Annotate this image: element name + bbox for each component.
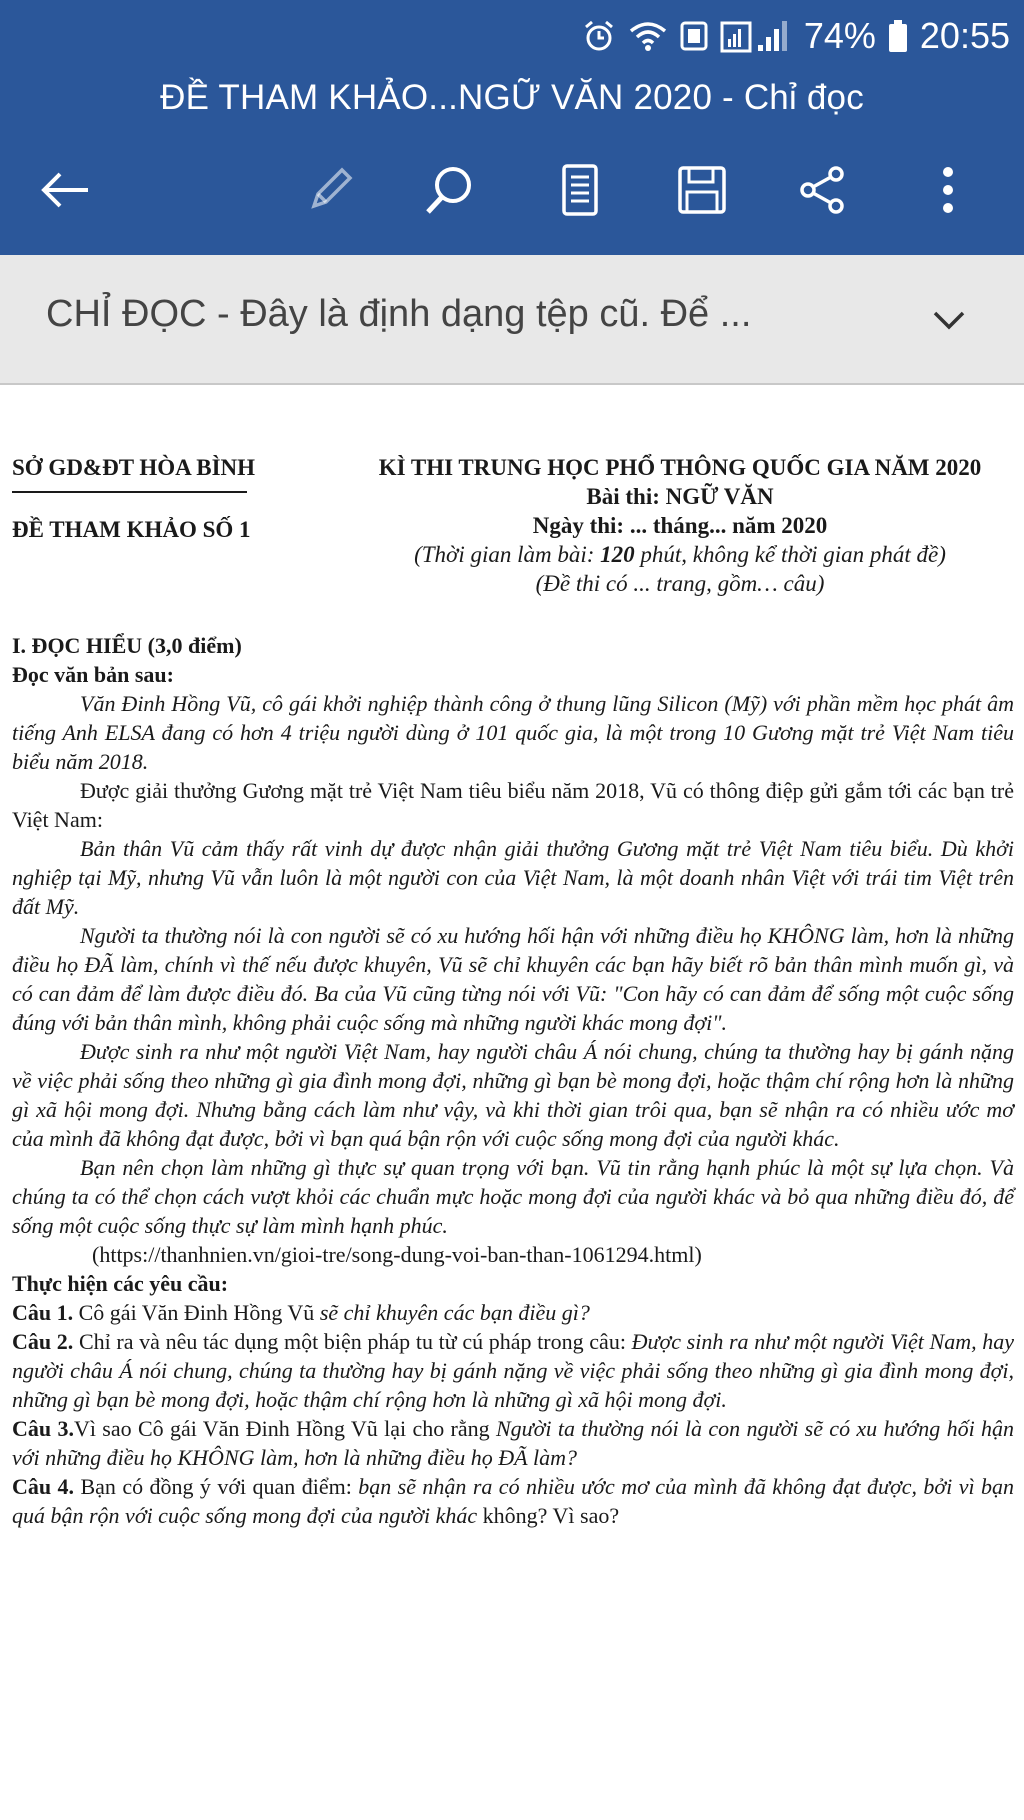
department-name: SỞ GD&ĐT HÒA BÌNH [12, 455, 256, 480]
passage-paragraph: Văn Đinh Hồng Vũ, cô gái khởi nghiệp thành công ở thung lũng Silicon (Mỹ) với phần mềm học phát âm tiếng Anh ELSA đang có hơn 4 triệu người dùng ở 101 quốc gia, là một trong 10 Gương mặt trẻ Việt Nam tiêu biểu năm 2018. [12, 691, 1014, 774]
toolbar [0, 150, 1024, 230]
battery-percent: 74% [803, 15, 876, 56]
tasks-title: Thực hiện các yêu cầu: [12, 1271, 229, 1296]
passage-paragraph: Được giải thưởng Gương mặt trẻ Việt Nam tiêu biểu năm 2018, Vũ có thông điệp gửi gắm tới các bạn trẻ Việt Nam: [12, 778, 1014, 832]
battery-icon [888, 19, 908, 53]
share-icon [796, 164, 848, 221]
exam-name: KÌ THI TRUNG HỌC PHỔ THÔNG QUỐC GIA NĂM 2020 [378, 455, 982, 480]
question-4: Câu 4. Bạn có đồng ý với quan điểm: bạn sẽ nhận ra có nhiều ước mơ của mình đã không đạt được, bởi vì bạn quá bận rộn với cuộc sống mong đợi của người khác không? Vì sao? [12, 1474, 1014, 1528]
header-divider [12, 491, 247, 493]
exam-header [340, 453, 1020, 598]
app-bar [0, 0, 1024, 255]
search-icon [423, 163, 477, 222]
read-only-banner[interactable] [0, 255, 1024, 385]
chevron-down-icon[interactable] [924, 295, 974, 345]
reading-view-button[interactable] [548, 164, 612, 220]
document-page [0, 383, 1024, 1820]
passage-paragraph: Người ta thường nói là con người sẽ có xu hướng hối hận với những điều họ KHÔNG làm, hơn là những điều họ ĐÃ làm, chính vì thế nếu được khuyên, Vũ sẽ chỉ khuyên các bạn hãy biết rõ bản thân mình muốn gì, và có can đảm để làm được điều đó. Ba của Vũ cũng từng nói với Vũ: "Con hãy có can đảm để sống một cuộc sống đúng với bản thân mình, không phải cuộc sống mà những người khác mong đợi". [12, 923, 1014, 1035]
banner-message: CHỈ ĐỌC - Đây là định dạng tệp cũ. Để ... [46, 293, 752, 335]
read-prompt: Đọc văn bản sau: [12, 662, 174, 687]
exam-code: ĐỀ THAM KHẢO SỐ 1 [12, 517, 251, 542]
back-button[interactable] [32, 164, 96, 220]
status-bar [582, 10, 1010, 62]
exam-page-count: (Đề thi có ... trang, gồm… câu) [535, 571, 825, 596]
exam-date: Ngày thi: ... tháng... năm 2020 [532, 513, 828, 538]
save-icon [676, 164, 728, 221]
arrow-left-icon [38, 170, 90, 215]
edit-button[interactable] [298, 164, 362, 220]
document-title: ĐỀ THAM KHẢO...NGỮ VĂN 2020 - Chỉ đọc [160, 78, 864, 117]
question-1: Câu 1. Cô gái Văn Đinh Hồng Vũ sẽ chỉ khuyên các bạn điều gì? [12, 1300, 590, 1325]
section-title: I. ĐỌC HIỂU (3,0 điểm) [12, 633, 242, 658]
pencil-icon [304, 164, 356, 221]
clock-time: 20:55 [919, 15, 1010, 56]
exam-subject: Bài thi: NGỮ VĂN [586, 484, 774, 509]
source-link[interactable]: (https://thanhnien.vn/gioi-tre/song-dung-voi-ban-than-1061294.html) [92, 1242, 702, 1267]
share-button[interactable] [790, 164, 854, 220]
more-vertical-icon [940, 164, 956, 221]
document-body [12, 631, 1014, 1530]
passage-paragraph: Bạn nên chọn làm những gì thực sự quan trọng với bạn. Vũ tin rằng hạnh phúc là một sự lựa chọn. Và chúng ta có thể chọn cách vượt khỏi các chuẩn mực hoặc mong đợi của người khác và bỏ qua những điều đó, để sống một cuộc sống thực sự làm mình hạnh phúc. [12, 1155, 1014, 1238]
passage-paragraph: Được sinh ra như một người Việt Nam, hay người châu Á nói chung, chúng ta thường hay bị gánh nặng về việc phải sống theo những gì gia đình mong đợi, những gì bạn bè mong đợi, hoặc thậm chí rộng hơn là những gì xã hội mong đợi. Nhưng bằng cách làm như vậy, và khi thời gian trôi qua, bạn sẽ nhận ra có nhiều ước mơ của mình đã không đạt được, bởi vì bạn quá bận rộn với cuộc sống mong đợi của người khác. [12, 1039, 1014, 1151]
wifi-icon [628, 19, 668, 53]
signal-icon [720, 19, 792, 53]
exam-duration: (Thời gian làm bài: 120 phút, không kể thời gian phát đề) [414, 542, 946, 567]
alarm-icon [582, 19, 616, 53]
nfc-icon [680, 21, 708, 51]
passage-paragraph: Bản thân Vũ cảm thấy rất vinh dự được nhận giải thưởng Gương mặt trẻ Việt Nam tiêu biểu. Dù khởi nghiệp tại Mỹ, nhưng Vũ vẫn luôn là một người con của Việt Nam, là một doanh nhân Việt với trái tim Việt trên đất Mỹ. [12, 836, 1014, 919]
mobile-view-icon [560, 163, 600, 222]
more-options-button[interactable] [916, 164, 980, 220]
question-3: Câu 3.Vì sao Cô gái Văn Đinh Hồng Vũ lại cho rằng Người ta thường nói là con người sẽ có xu hướng hối hận với những điều họ KHÔNG làm, hơn là những điều họ ĐÃ làm? [12, 1416, 1015, 1470]
question-2: Câu 2. Chỉ ra và nêu tác dụng một biện pháp tu từ cú pháp trong câu: Được sinh ra như một người Việt Nam, hay người châu Á nói chung, chúng ta thường hay bị gánh nặng về việc phải sống theo những gì gia đình mong đợi, những gì bạn bè mong đợi, hoặc thậm chí rộng hơn là những gì xã hội mong đợi. [12, 1329, 1015, 1412]
search-button[interactable] [418, 164, 482, 220]
save-button[interactable] [670, 164, 734, 220]
